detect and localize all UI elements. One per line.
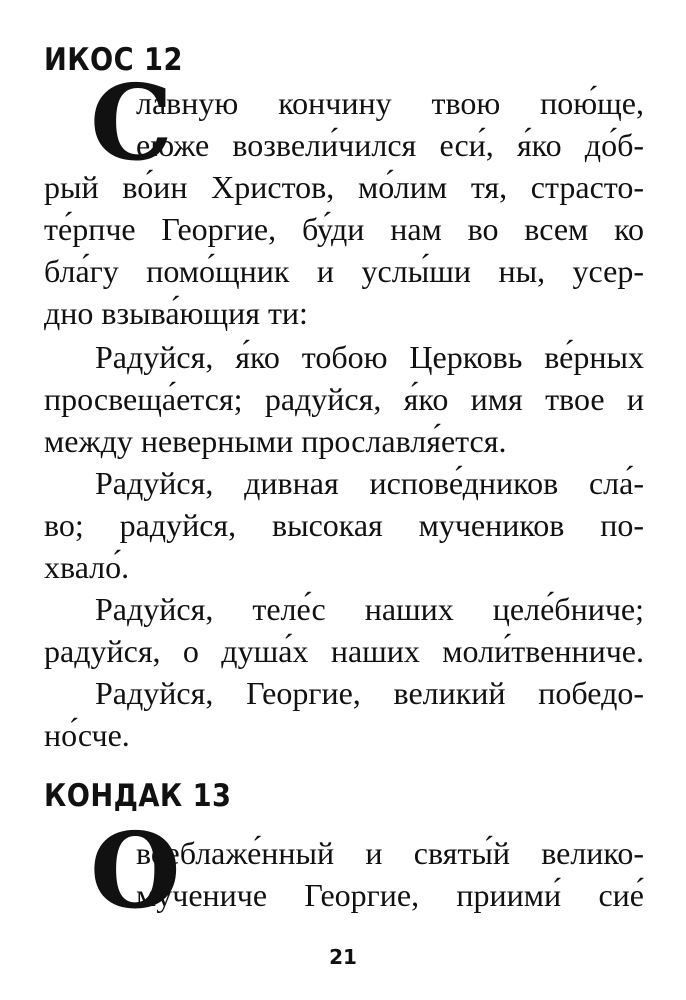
ikos-line-8: просвеща́ется; радуйся, я́ко имя твое и xyxy=(44,381,644,417)
kondak-line-1: всеблаже́нный и святы́й велико- xyxy=(136,835,644,871)
ikos-line-7: Радуйся, я́ко тобою Церковь ве́рных xyxy=(95,339,644,375)
ikos-line-16: но́сче. xyxy=(44,717,130,753)
ikos-line-1: лавную кончину твою пою́ще, xyxy=(136,85,644,121)
ikos-line-2: еюже возвели́чился еси́, я́ко до́б- xyxy=(136,127,644,163)
ikos-line-15: Радуйся, Георгие, великий победо- xyxy=(95,675,644,711)
ikos-line-9: между неверными прославля́ется. xyxy=(44,423,507,459)
ikos-line-13: Радуйся, теле́с наших целе́бниче; xyxy=(95,591,644,627)
ikos-line-10: Радуйся, дивная испове́дников сла́- xyxy=(95,465,644,501)
ikos-dropcap: С xyxy=(90,61,173,184)
kondak-line-2: му́чениче Георгие, приими́ сие́ xyxy=(136,877,644,913)
ikos-line-3: рый во́ин Христов, мо́лим тя, страсто- xyxy=(44,169,644,205)
ikos-line-14: радуйся, о душа́х наших моли́твенниче. xyxy=(44,633,644,669)
page-number: 21 xyxy=(329,945,357,969)
ikos-line-11: во; радуйся, высокая мучеников по- xyxy=(44,507,644,543)
ikos-line-12: хвало́. xyxy=(44,549,130,585)
kondak-dropcap: О xyxy=(90,809,181,932)
ikos-line-6: дно взыва́ющия ти: xyxy=(44,295,308,331)
ikos-line-4: те́рпче Георгие, бу́ди нам во всем ко xyxy=(44,211,644,247)
ikos-line-5: бла́гу помо́щник и услы́ши ны, усер- xyxy=(44,253,644,289)
ikos-heading: ИКОС 12 xyxy=(44,42,183,78)
kondak-heading: КОНДАК 13 xyxy=(44,778,232,814)
